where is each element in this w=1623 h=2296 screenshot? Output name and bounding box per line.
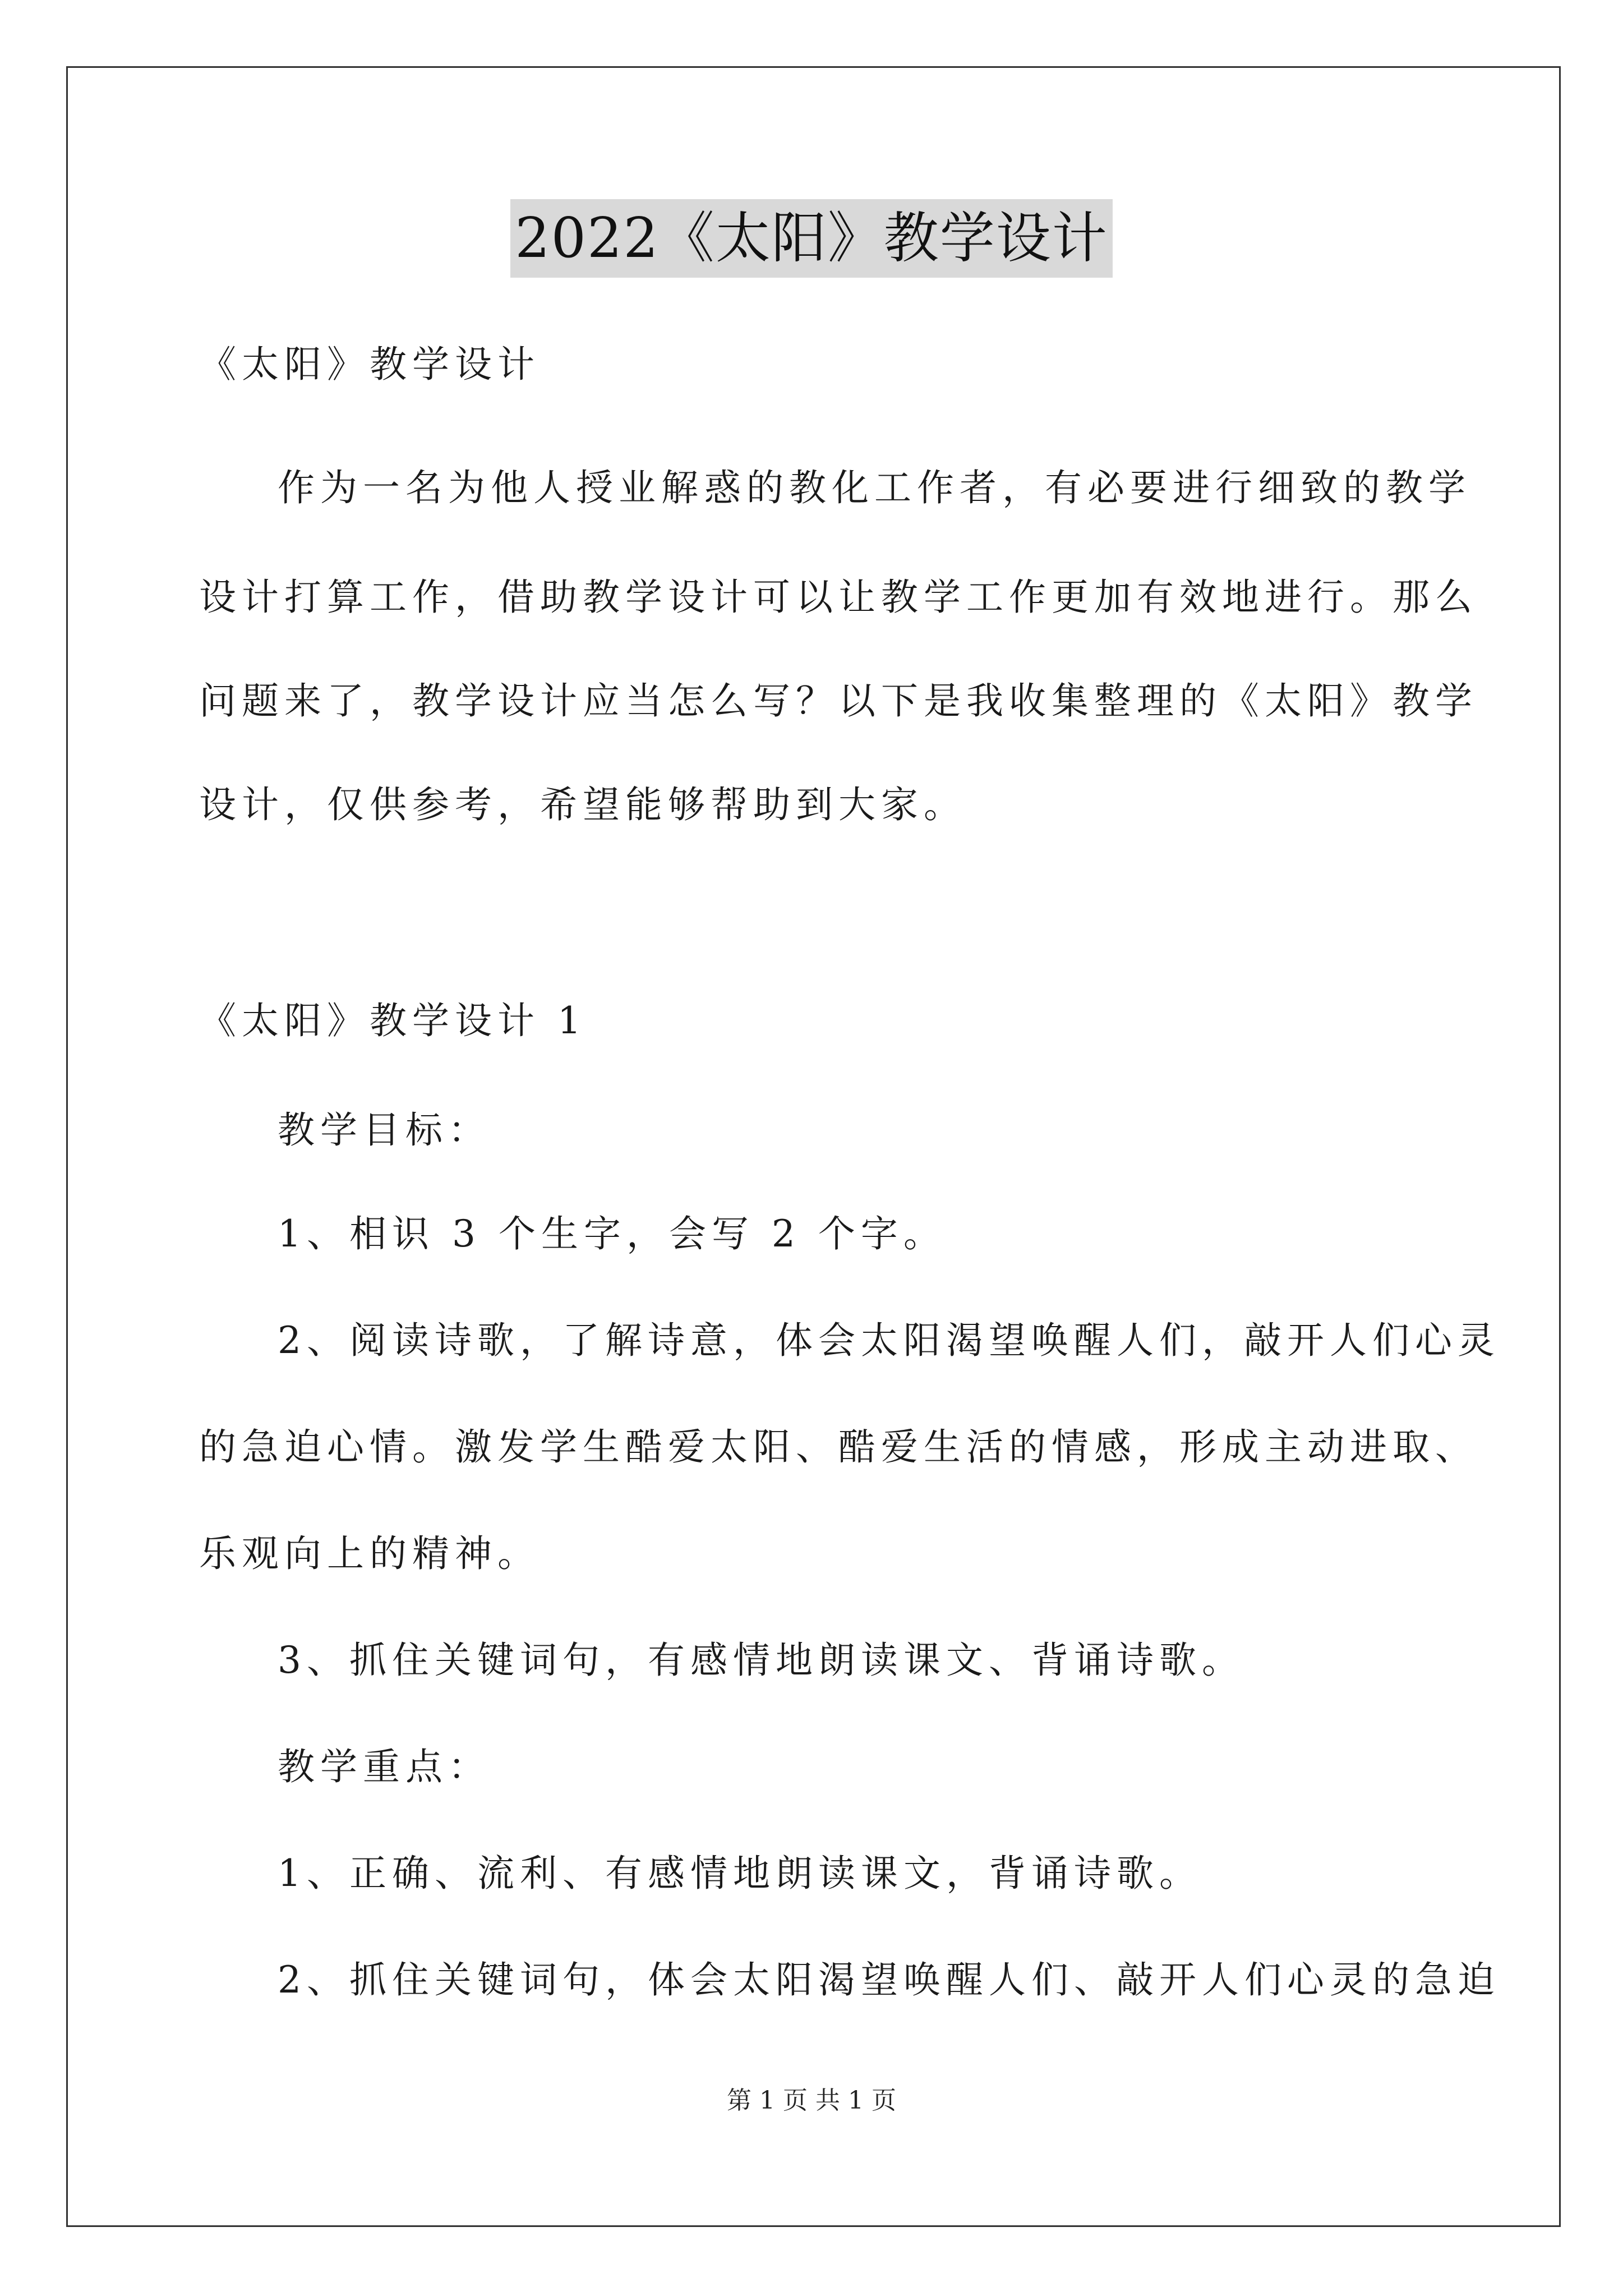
document-title: 2022《太阳》教学设计 [510, 199, 1112, 278]
paragraph-line: 作为一名为他人授业解惑的教化工作者，有必要进行细致的教学 [278, 466, 1471, 509]
paragraph-line: 设计打算工作，借助教学设计可以让教学工作更加有效地进行。那么 [199, 576, 1478, 619]
paragraph-line: 2、阅读诗歌，了解诗意，体会太阳渴望唤醒人们，敲开人们心灵 [278, 1319, 1500, 1362]
paragraph-line: 乐观向上的精神。 [199, 1532, 540, 1575]
paragraph-line: 1、正确、流利、有感情地朗读课文，背诵诗歌。 [278, 1852, 1202, 1895]
paragraph-line: 1、相识 3 个生字，会写 2 个字。 [278, 1212, 946, 1255]
paragraph-line: 的急迫心情。激发学生酷爱太阳、酷爱生活的情感，形成主动进取、 [199, 1425, 1478, 1469]
paragraph-line: 设计，仅供参考，希望能够帮助到大家。 [199, 783, 966, 826]
title-container [0, 199, 1623, 278]
paragraph-line: 教学目标： [278, 1108, 491, 1152]
page-footer: 第 1 页 共 1 页 [727, 2086, 896, 2115]
paragraph-line: 3、抓住关键词句，有感情地朗读课文、背诵诗歌。 [278, 1639, 1244, 1682]
subtitle-line: 《太阳》教学设计 [199, 343, 540, 386]
paragraph-line: 问题来了，教学设计应当怎么写？以下是我收集整理的《太阳》教学 [199, 679, 1478, 723]
paragraph-line: 教学重点： [278, 1745, 491, 1788]
paragraph-line: 2、抓住关键词句，体会太阳渴望唤醒人们、敲开人们心灵的急迫 [278, 1958, 1500, 2001]
section-heading: 《太阳》教学设计 1 [199, 999, 587, 1042]
